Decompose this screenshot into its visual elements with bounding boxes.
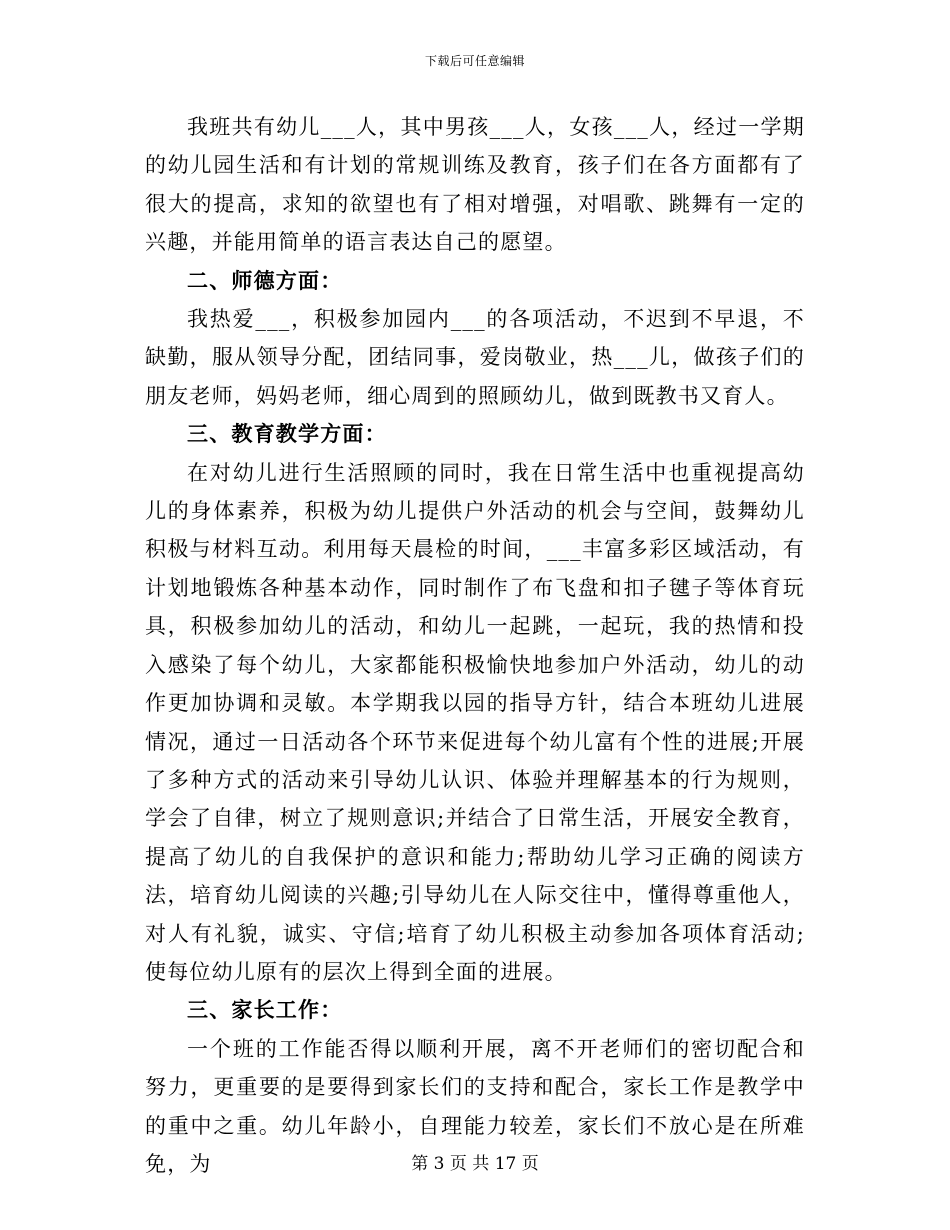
page-number: 第 3 页 共 17 页 bbox=[411, 1154, 539, 1174]
heading-education-teaching: 三、教育教学方面： bbox=[187, 421, 387, 447]
paragraph-education-teaching: 在对幼儿进行生活照顾的同时，我在日常生活中也重视提高幼儿的身体素养，积极为幼儿提供户外活动的机会与空间，鼓舞幼儿积极与材料互动。利用每天晨检的时间，___丰富多彩区域活动，有计划地锻炼各种基本动作，同时制作了布飞盘和扣子毽子等体育玩具，积极参加幼儿的活动，和幼儿一起跳，一起玩，我的热情和投入感染了每个幼儿，大家都能积极愉快地参加户外活动，幼儿的动作更加协调和灵敏。本学期我以园的指导方针，结合本班幼儿进展情况，通过一日活动各个环节来促进每个幼儿富有个性的进展;开展了多种方式的活动来引导幼儿认识、体验并理解基本的行为规则，学会了自律，树立了规则意识;并结合了日常生活，开展安全教育，提高了幼儿的自我保护的意识和能力;帮助幼儿学习正确的阅读方法，培育幼儿阅读的兴趣;引导幼儿在人际交往中，懂得尊重他人，对人有礼貌，诚实、守信;培育了幼儿积极主动参加各项体育活动;使每位幼儿原有的层次上得到全面的进展。 bbox=[145, 460, 805, 984]
paragraph-teacher-ethics: 我热爱___，积极参加园内___的各项活动，不迟到不早退，不缺勤，服从领导分配，团结同事，爱岗敬业，热___儿，做孩子们的朋友老师，妈妈老师，细心周到的照顾幼儿，做到既教书又育人。 bbox=[145, 307, 805, 408]
paragraph-parent-work: 一个班的工作能否得以顺利开展，离不开老师们的密切配合和努力，更重要的是要得到家长们的支持和配合，家长工作是教学中的重中之重。幼儿年龄小，自理能力较差，家长们不放心是在所难免，为 bbox=[145, 1036, 805, 1176]
document-body bbox=[145, 108, 805, 1183]
header-note: 下载后可任意编辑 bbox=[424, 54, 525, 68]
paragraph-class-overview: 我班共有幼儿___人，其中男孩___人，女孩___人，经过一学期的幼儿园生活和有计划的常规训练及教育，孩子们在各方面都有了很大的提高，求知的欲望也有了相对增强，对唱歌、跳舞有一定的兴趣，并能用简单的语言表达自己的愿望。 bbox=[145, 115, 805, 255]
heading-parent-work: 三、家长工作： bbox=[187, 997, 343, 1023]
heading-teacher-ethics: 二、师德方面： bbox=[187, 267, 343, 293]
